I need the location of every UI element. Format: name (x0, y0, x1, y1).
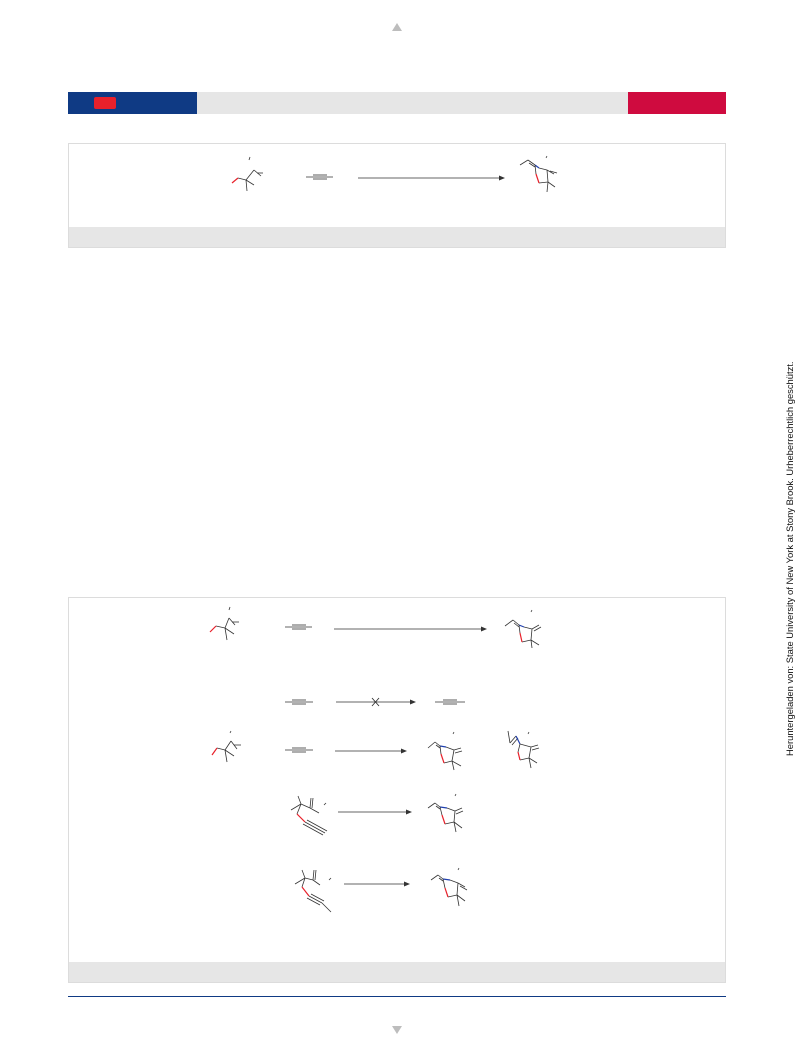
row3-reactant (212, 731, 241, 762)
row1-alkyne (285, 625, 312, 629)
row3-product-a (428, 732, 462, 770)
row5-arrow (344, 882, 410, 887)
journal-badge (94, 97, 116, 109)
row2-blocked-arrow (336, 698, 416, 706)
journal-logo-block (68, 92, 197, 114)
reagent-alkyne (306, 175, 333, 179)
page-down-icon[interactable] (392, 1026, 402, 1034)
row3-product-b (508, 731, 539, 768)
scheme-2-graphic (69, 598, 725, 962)
row3-alkyne (285, 748, 313, 752)
reactant-allyl-amide (232, 157, 263, 191)
reaction-arrow (358, 176, 505, 181)
row4-reactant (291, 796, 327, 835)
page-up-icon[interactable] (392, 23, 402, 31)
scheme-1-caption-bar (69, 227, 725, 247)
row2-alkyne-right (435, 700, 465, 704)
download-watermark: Heruntergeladen von: State University of New York at Stony Brook. Urheberrechtlich geschützt. (784, 361, 795, 756)
product-oxazoline (520, 156, 557, 192)
row1-product (505, 610, 541, 648)
section-tag (628, 92, 726, 114)
row2-alkyne-left (285, 700, 313, 704)
row4-arrow (338, 810, 412, 815)
row5-product (431, 868, 467, 906)
scheme-1 (68, 143, 726, 248)
row5-reactant (295, 870, 331, 912)
scheme-2 (68, 597, 726, 983)
scheme-1-graphic (69, 144, 725, 227)
row3-arrow (335, 749, 407, 754)
scheme-2-caption-bar (69, 962, 725, 982)
article-header-bar (68, 92, 726, 114)
row4-product (428, 794, 463, 832)
row1-reactant (210, 607, 239, 640)
row1-arrow (334, 627, 487, 632)
footer-rule (68, 996, 726, 997)
